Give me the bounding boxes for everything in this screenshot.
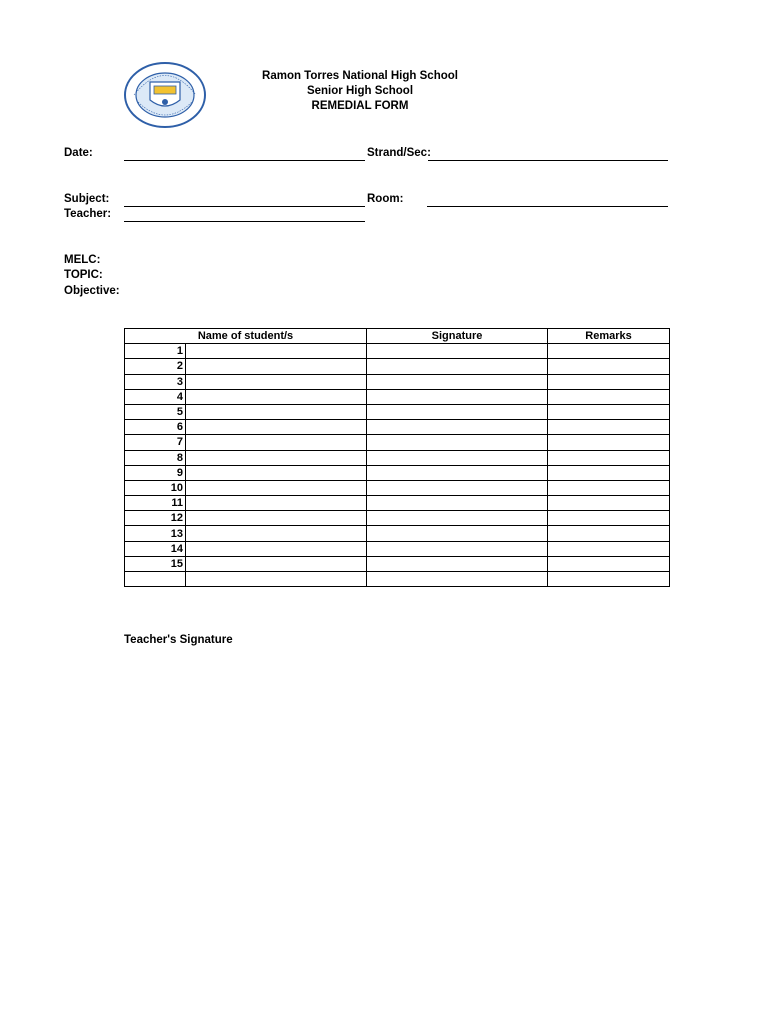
column-header-signature: Signature: [367, 329, 548, 344]
remarks-cell[interactable]: [548, 480, 670, 495]
student-name-cell[interactable]: [186, 556, 367, 571]
signature-cell[interactable]: [367, 526, 548, 541]
school-logo: [124, 62, 206, 133]
student-name-cell[interactable]: [186, 450, 367, 465]
student-name-cell[interactable]: [186, 511, 367, 526]
signature-cell[interactable]: [367, 450, 548, 465]
remarks-cell[interactable]: [548, 420, 670, 435]
student-name-cell[interactable]: [186, 496, 367, 511]
row-number: 3: [125, 374, 186, 389]
row-number: 5: [125, 404, 186, 419]
table-header-row: [125, 329, 670, 344]
signature-cell[interactable]: [367, 480, 548, 495]
student-name-cell[interactable]: [186, 404, 367, 419]
row-number: 12: [125, 511, 186, 526]
table-row: [125, 435, 670, 450]
strand-field[interactable]: [428, 160, 668, 161]
remarks-cell[interactable]: [548, 465, 670, 480]
signature-cell[interactable]: [367, 404, 548, 419]
date-label: Date:: [64, 147, 93, 159]
row-number: [125, 572, 186, 587]
melc-label: MELC:: [64, 254, 101, 266]
row-number: 9: [125, 465, 186, 480]
row-number: 1: [125, 344, 186, 359]
column-header-remarks: Remarks: [548, 329, 670, 344]
table-row: [125, 572, 670, 587]
row-number: 14: [125, 541, 186, 556]
remarks-cell[interactable]: [548, 435, 670, 450]
student-name-cell[interactable]: [186, 572, 367, 587]
student-name-cell[interactable]: [186, 359, 367, 374]
row-number: 2: [125, 359, 186, 374]
subject-label: Subject:: [64, 193, 110, 205]
date-field[interactable]: [124, 160, 365, 161]
signature-cell[interactable]: [367, 556, 548, 571]
table-row: [125, 511, 670, 526]
remarks-cell[interactable]: [548, 541, 670, 556]
remarks-cell[interactable]: [548, 374, 670, 389]
row-number: 6: [125, 420, 186, 435]
table-row: [125, 526, 670, 541]
signature-cell[interactable]: [367, 420, 548, 435]
teacher-field[interactable]: [124, 221, 365, 222]
strand-label: Strand/Sec:: [367, 147, 431, 159]
column-header-name: Name of student/s: [125, 329, 367, 344]
table-row: [125, 480, 670, 495]
row-number: 13: [125, 526, 186, 541]
signature-cell[interactable]: [367, 344, 548, 359]
table-row: [125, 389, 670, 404]
signature-cell[interactable]: [367, 359, 548, 374]
student-name-cell[interactable]: [186, 465, 367, 480]
room-field[interactable]: [427, 206, 668, 207]
table-row: [125, 465, 670, 480]
remarks-cell[interactable]: [548, 450, 670, 465]
row-number: 10: [125, 480, 186, 495]
remarks-cell[interactable]: [548, 572, 670, 587]
remarks-cell[interactable]: [548, 389, 670, 404]
table-row: [125, 344, 670, 359]
remarks-cell[interactable]: [548, 404, 670, 419]
student-name-cell[interactable]: [186, 541, 367, 556]
student-name-cell[interactable]: [186, 389, 367, 404]
signature-cell[interactable]: [367, 511, 548, 526]
table-row: [125, 420, 670, 435]
row-number: 15: [125, 556, 186, 571]
table-row: [125, 359, 670, 374]
student-name-cell[interactable]: [186, 420, 367, 435]
row-number: 4: [125, 389, 186, 404]
student-table: [124, 328, 670, 587]
table-row: [125, 450, 670, 465]
student-name-cell[interactable]: [186, 526, 367, 541]
remarks-cell[interactable]: [548, 556, 670, 571]
student-name-cell[interactable]: [186, 435, 367, 450]
row-number: 8: [125, 450, 186, 465]
table-row: [125, 556, 670, 571]
signature-cell[interactable]: [367, 374, 548, 389]
subject-field[interactable]: [124, 206, 365, 207]
table-row: [125, 541, 670, 556]
remarks-cell[interactable]: [548, 359, 670, 374]
signature-cell[interactable]: [367, 389, 548, 404]
school-name: Ramon Torres National High School: [262, 70, 458, 82]
remarks-cell[interactable]: [548, 496, 670, 511]
row-number: 7: [125, 435, 186, 450]
remarks-cell[interactable]: [548, 344, 670, 359]
remarks-cell[interactable]: [548, 526, 670, 541]
signature-cell[interactable]: [367, 496, 548, 511]
remarks-cell[interactable]: [548, 511, 670, 526]
signature-cell[interactable]: [367, 572, 548, 587]
objective-label: Objective:: [64, 285, 120, 297]
table-row: [125, 374, 670, 389]
school-level: Senior High School: [306, 85, 414, 97]
signature-cell[interactable]: [367, 541, 548, 556]
topic-label: TOPIC:: [64, 269, 103, 281]
signature-cell[interactable]: [367, 465, 548, 480]
form-title: REMEDIAL FORM: [311, 100, 409, 112]
table-row: [125, 496, 670, 511]
student-name-cell[interactable]: [186, 480, 367, 495]
room-label: Room:: [367, 193, 404, 205]
student-name-cell[interactable]: [186, 344, 367, 359]
student-name-cell[interactable]: [186, 374, 367, 389]
teacher-signature-label: Teacher's Signature: [124, 634, 233, 646]
row-number: 11: [125, 496, 186, 511]
table-row: [125, 404, 670, 419]
signature-cell[interactable]: [367, 435, 548, 450]
teacher-label: Teacher:: [64, 208, 112, 220]
